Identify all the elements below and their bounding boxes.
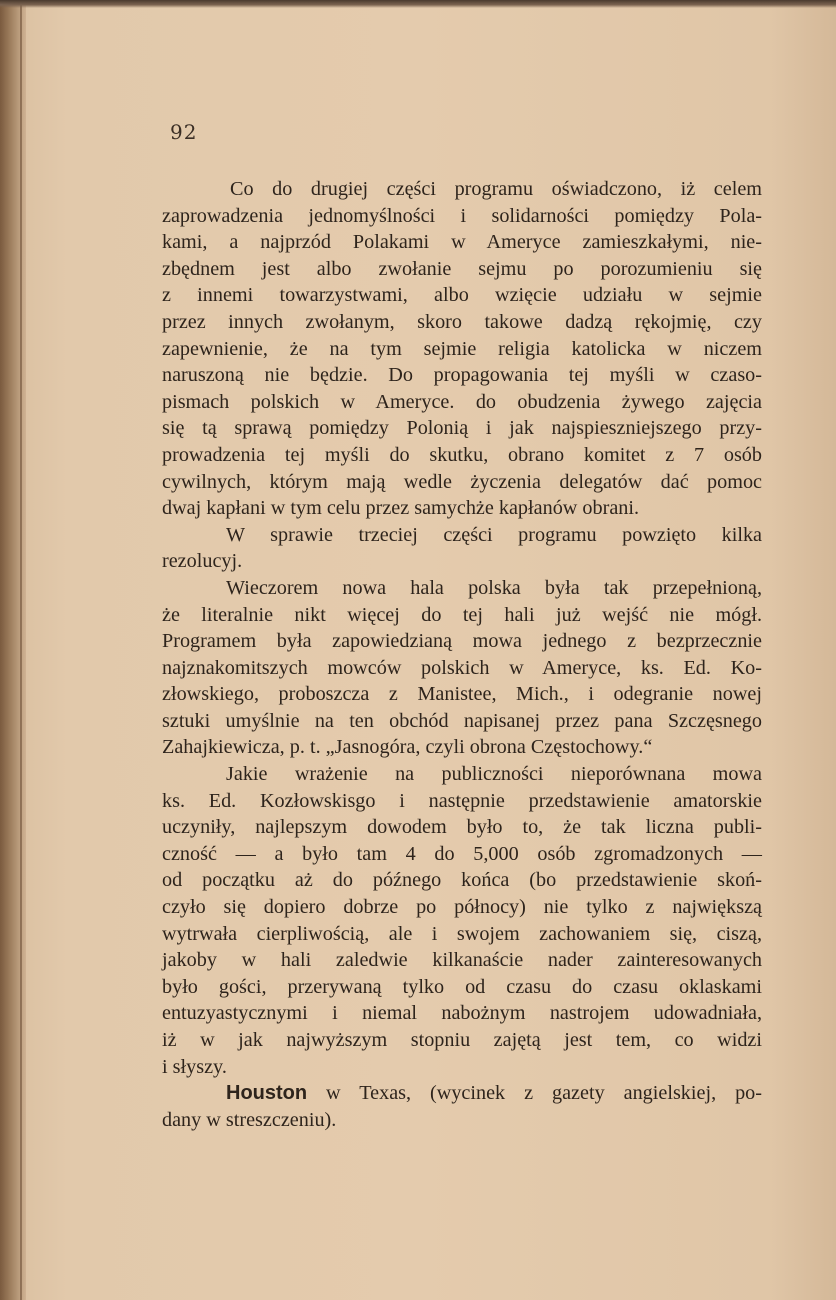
text-line: najznakomitszych mowców polskich w Ameryce, ks. Ed. Ko- [162, 656, 762, 679]
paragraph [162, 522, 762, 575]
text-line: się tą sprawą pomiędzy Polonią i jak najspieszniejszego przy- [162, 417, 762, 440]
text-line: cywilnych, którym mają wedle życzenia delegatów dać pomoc [162, 470, 762, 493]
book-binding [0, 0, 26, 1300]
text-line: jakoby w hali zaledwie kilkanaście nader zainteresowanych [162, 949, 762, 972]
text-line: Zahajkiewicza, p. t. „Jasnogóra, czyli obrona Częstochowy.“ [162, 736, 653, 759]
paragraph [162, 1080, 762, 1133]
text-line: Programem była zapowiedzianą mowa jednego z bezprzecznie [162, 630, 762, 653]
text-line: wytrwała cierpliwością, ale i swojem zachowaniem się, ciszą, [162, 922, 762, 945]
page-top-edge [0, 0, 836, 8]
text-line: czyło się dopiero dobrze po północy) nie tylko z największą [162, 896, 762, 919]
text-line: uczyniły, najlepszym dowodem było to, że tak liczna publi- [162, 816, 762, 839]
text-line [162, 1080, 762, 1107]
body-text [162, 176, 762, 1133]
text-line: z innemi towarzystwami, albo wzięcie udziału w sejmie [162, 284, 762, 307]
text-line: entuzyastycznymi i niemal nabożnym nastrojem udowadniała, [162, 1002, 762, 1025]
text-line: przez innych zwołanym, skoro takowe dadzą rękojmię, czy [162, 310, 762, 333]
text-line: Wieczorem nowa hala polska była tak przepełnioną, [226, 576, 762, 599]
text-line: od początku aż do późnego końca (bo przedstawienie skoń- [162, 869, 762, 892]
text-line: i słyszy. [162, 1055, 227, 1078]
binding-edge-line [20, 0, 22, 1300]
text-line: Co do drugiej części programu oświadczono, iż celem [230, 178, 762, 200]
text-line: sztuki umyślnie na ten obchód napisanej przez pana Szczęsnego [162, 709, 762, 732]
text-line: prowadzenia tej myśli do skutku, obrano komitet z 7 osób [162, 443, 762, 466]
text-line: zaprowadzenia jednomyślności i solidarności pomiędzy Pola- [162, 204, 762, 227]
text-fragment: w Texas, (wycinek z gazety angielskiej, po- [307, 1082, 762, 1105]
page-number: 92 [170, 120, 198, 144]
text-line: kami, a najprzód Polakami w Ameryce zamieszkałymi, nie- [162, 231, 762, 254]
text-line: czność — a było tam 4 do 5,000 osób zgromadzonych — [162, 842, 762, 865]
text-line: W sprawie trzeciej części programu powzięto kilka [226, 523, 762, 546]
text-line: że literalnie nikt więcej do tej hali już wejść nie mógł. [162, 603, 762, 626]
text-line: Jakie wrażenie na publiczności nieporównana mowa [226, 763, 762, 786]
place-heading: Houston [226, 1082, 308, 1105]
text-line: naruszoną nie będzie. Do propagowania tej myśli w czaso- [162, 364, 762, 387]
text-line: rezolucyj. [162, 550, 243, 573]
text-line: zapewnienie, że na tym sejmie religia katolicka w niczem [162, 337, 762, 360]
paragraph [162, 575, 762, 761]
paragraph [162, 176, 762, 522]
text-line: złowskiego, proboszcza z Manistee, Mich., i odegranie nowej [162, 683, 762, 706]
text-line: zbędnem jest albo zwołanie sejmu po porozumieniu się [162, 257, 762, 280]
text-line: ks. Ed. Kozłowskisgo i następnie przedstawienie amatorskie [162, 789, 762, 812]
text-line: dwaj kapłani w tym celu przez samychże kapłanów obrani. [162, 497, 640, 520]
paragraph [162, 761, 762, 1080]
text-line: dany w streszczeniu). [162, 1108, 337, 1131]
text-line: pismach polskich w Ameryce. do obudzenia żywego zajęcia [162, 390, 762, 413]
text-line: było gości, przerywaną tylko od czasu do czasu oklaskami [162, 975, 762, 998]
text-line: iż w jak najwyższym stopniu zajętą jest tem, co widzi [162, 1029, 762, 1051]
